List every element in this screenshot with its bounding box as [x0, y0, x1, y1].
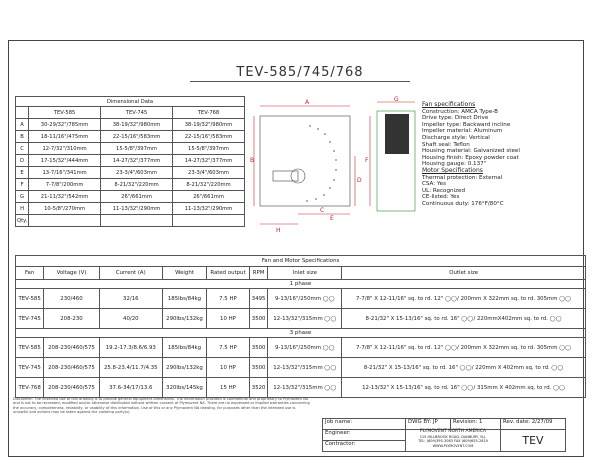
fm-cell: 290lbs/132kg: [162, 309, 206, 329]
dimension-value: 10-5/8"/270mm: [29, 203, 101, 215]
fm-cell: 208-230: [44, 309, 99, 329]
fm-cell: 12-13/32"/315mm ◯◯: [268, 309, 342, 329]
motor-spec-line: Continuous duty: 176°F/80°C: [422, 200, 504, 207]
fm-cell: 25.8-23.4/11.7/4.35: [99, 358, 162, 378]
company-phone: TEL: (609)395-3083 FAX (609)655-2819: [418, 439, 488, 443]
fm-column-header: Weight: [162, 267, 206, 280]
revision: Revision: 1: [451, 419, 501, 430]
fm-column-header: Current (A): [99, 267, 162, 280]
dimension-value: 23-3/4"/603mm: [101, 167, 173, 179]
fm-cell: 32/16: [99, 289, 162, 309]
fm-row: [16, 338, 586, 358]
dimension-value: 26"/661mm: [101, 191, 173, 203]
dimension-value: 8-21/32"/220mm: [101, 179, 173, 191]
fm-cell: 185lbs/84kg: [162, 338, 206, 358]
engineer-label: Engineer:: [323, 430, 406, 441]
fm-cell: 3500: [249, 358, 268, 378]
dimension-key: D: [16, 155, 29, 167]
motor-spec-line: CE-listed: Yes: [422, 194, 460, 201]
fm-column-header: Voltage (V): [44, 267, 99, 280]
dimension-value: 21-11/32"/542mm: [29, 191, 101, 203]
fan-spec-line: Housing gauge: 0.137": [422, 161, 487, 168]
label-b: B: [250, 157, 255, 164]
fm-column-header: Outlet size: [342, 267, 586, 280]
fm-cell: 7.5 HP: [207, 289, 250, 309]
company-block: [406, 430, 501, 452]
fm-row: [16, 289, 586, 309]
dimension-row: [16, 143, 245, 155]
fm-column-header: Inlet size: [268, 267, 342, 280]
fm-cell: TEV-745: [16, 358, 44, 378]
dimension-value: 15-5/8"/397mm: [173, 143, 245, 155]
fm-cell: 208-230/460/575: [44, 338, 99, 358]
motor-spec-line: CSA: Yes: [422, 181, 446, 188]
dimension-value: [29, 215, 101, 227]
dimension-key: F: [16, 179, 29, 191]
fm-cell: 10 HP: [207, 309, 250, 329]
dimension-key: H: [16, 203, 29, 215]
dimension-row: [16, 203, 245, 215]
rev-date: Rev. date: 2/27/09: [501, 419, 566, 430]
dimension-value: 22-15/16"/583mm: [101, 131, 173, 143]
dimension-value: [101, 215, 173, 227]
dimension-row: [16, 215, 245, 227]
fan-spec-line: Drive type: Direct Drive: [422, 115, 489, 122]
fan-motor-table: [15, 255, 586, 398]
dimension-value: 11-13/32"/290mm: [101, 203, 173, 215]
phase-3-label: 3 phase: [16, 329, 586, 338]
fan-spec-line: Construction: AMCA Type-B: [422, 108, 498, 115]
disclaimer-text: Disclaimer: The intended use of this drawing is to provide general equipment dimensions. The information provided is confidential and proprietary to Plymovent NA and is not to be recreated, modified and/or otherwise distributed without written consent of Plymovent NA. There are no expressed or implied warranties concerning the accuracy, completeness, reliability, or usability of this information. Use of this or any Plymovent NA drawing, for purposes other than the intended use is unlawful and actions may be taken against the violating party(s).: [13, 397, 310, 414]
fan-spec-line: Housing finish: Epoxy powder coat: [422, 154, 519, 161]
motor-block: [385, 114, 409, 154]
fan-spec-heading: Fan specifications: [422, 101, 476, 108]
fm-cell: 3495: [249, 289, 268, 309]
fm-cell: 9-13/16"/250mm ◯◯: [268, 289, 342, 309]
fm-cell: 7-7/8" X 12-11/16" sq. to rd. 12" ◯◯/ 200mm X 322mm sq. to rd. 305mm ◯◯: [342, 289, 586, 309]
fm-cell: 3500: [249, 338, 268, 358]
phase-1-label: 1 phase: [16, 280, 586, 289]
label-d: D: [357, 177, 362, 184]
dimension-value: 38-19/32"/980mm: [101, 119, 173, 131]
dimension-value: 18-11/16"/475mm: [29, 131, 101, 143]
fm-cell: 40/20: [99, 309, 162, 329]
motor-shaft-outline: [273, 171, 298, 181]
dimension-key: G: [16, 191, 29, 203]
fm-cell: 290lbs/132kg: [162, 358, 206, 378]
model-header: TEV-745: [101, 107, 173, 119]
bolt-pattern: [306, 125, 337, 202]
fan-spec-line: Shaft seal: Teflon: [422, 141, 470, 148]
fm-cell: TEV-768: [16, 378, 44, 398]
fm-row: [16, 378, 586, 398]
label-h: H: [276, 227, 281, 234]
label-g: G: [394, 96, 399, 103]
fm-cell: 15 HP: [207, 378, 250, 398]
fm-cell: 37.6-34/17/13.6: [99, 378, 162, 398]
fm-cell: 8-21/32" X 15-13/16" sq. to rd. 16" ◯◯/ 220mm X 402mm sq. to rd. ◯◯: [342, 358, 586, 378]
dimension-row: [16, 179, 245, 191]
dimension-value: 17-15/32"/444mm: [29, 155, 101, 167]
dimension-key: Qty.: [16, 215, 29, 227]
dimension-value: 30-29/32"/785mm: [29, 119, 101, 131]
fm-cell: 7.5 HP: [207, 338, 250, 358]
fan-drawing: [250, 96, 420, 236]
dimension-row: [16, 191, 245, 203]
dimension-value: [173, 215, 245, 227]
fm-cell: 3500: [249, 309, 268, 329]
label-e: E: [330, 215, 334, 222]
fan-housing-front: [260, 116, 350, 206]
fan-spec-line: Impeller material: Aluminum: [422, 128, 503, 135]
fm-cell: 230/460: [44, 289, 99, 309]
fm-cell: 12-13/32"/315mm ◯◯: [268, 378, 342, 398]
fm-cell: 208-230/460/575: [44, 378, 99, 398]
dimension-value: 22-15/16"/583mm: [173, 131, 245, 143]
fm-cell: 9-13/16"/250mm ◯◯: [268, 338, 342, 358]
fm-cell: 10 HP: [207, 358, 250, 378]
fm-cell: TEV-745: [16, 309, 44, 329]
title-block: [322, 418, 566, 452]
dimension-value: 23-3/4"/603mm: [173, 167, 245, 179]
drawing-code: TEV: [501, 430, 566, 452]
fan-spec-line: Impeller type: Backward incline: [422, 121, 511, 128]
dimension-value: 14-27/32"/377mm: [173, 155, 245, 167]
drawn-by: DWG BY: JP: [406, 419, 451, 430]
job-name-label: Job name:: [323, 419, 406, 430]
fm-row: [16, 358, 586, 378]
fm-column-header: RPM: [249, 267, 268, 280]
dimension-key: B: [16, 131, 29, 143]
fm-cell: TEV-585: [16, 289, 44, 309]
motor-spec-line: Thermal protection: External: [422, 174, 503, 181]
dimension-row: [16, 167, 245, 179]
fan-spec-line: Housing material: Galvanized steel: [422, 148, 520, 155]
dimension-value: 13-7/16"/341mm: [29, 167, 101, 179]
dimension-value: 11-13/32"/290mm: [173, 203, 245, 215]
dimension-key: C: [16, 143, 29, 155]
page-title: TEV-585/745/768: [190, 65, 410, 82]
fan-specifications: [422, 102, 592, 208]
fan-spec-line: Discharge style: Vertical: [422, 134, 490, 141]
fm-cell: 3520: [249, 378, 268, 398]
company-web: WWW.PLYMOVENT.COM: [432, 443, 474, 448]
fm-cell: 185lbs/84kg: [162, 289, 206, 309]
dimension-row: [16, 119, 245, 131]
fm-cell: 12-13/32"/315mm ◯◯: [268, 358, 342, 378]
dimension-key: E: [16, 167, 29, 179]
fm-cell: 320lbs/145kg: [162, 378, 206, 398]
motor-spec-heading: Motor Specifications: [422, 166, 483, 174]
fm-cell: 19.2-17.3/8.6/6.93: [99, 338, 162, 358]
dimension-value: 7-7/8"/200mm: [29, 179, 101, 191]
dimension-value: 14-27/32"/377mm: [101, 155, 173, 167]
fan-motor-caption: Fan and Motor Specifications: [16, 256, 586, 267]
dimensional-caption: Dimensional Data: [16, 97, 245, 107]
dimension-row: [16, 131, 245, 143]
dimension-value: 8-21/32"/220mm: [173, 179, 245, 191]
model-header: TEV-768: [173, 107, 245, 119]
company-address: 115 HILLBROOK ROAD, DANBURY, N.J.: [419, 434, 487, 439]
label-c: C: [320, 207, 325, 214]
dimension-value: 26"/661mm: [173, 191, 245, 203]
motor-spec-line: UL: Recognized: [422, 187, 466, 194]
fm-cell: TEV-585: [16, 338, 44, 358]
model-header: TEV-585: [29, 107, 101, 119]
dimension-value: 15-5/8"/397mm: [101, 143, 173, 155]
dimension-row: [16, 155, 245, 167]
company-name: PLYMOVENT NORTH AMERICA: [420, 429, 486, 434]
corner-cell: [16, 107, 29, 119]
label-a: A: [305, 99, 310, 106]
dimension-key: A: [16, 119, 29, 131]
dimension-value: 12-7/32"/310mm: [29, 143, 101, 155]
fm-row: [16, 309, 586, 329]
fm-cell: 208-230/460/575: [44, 358, 99, 378]
contractor-label: Contractor:: [323, 441, 406, 452]
fm-column-header: Fan: [16, 267, 44, 280]
fm-cell: 7-7/8" X 12-11/16" sq. to rd. 12" ◯◯/ 200mm X 322mm sq. to rd. 305mm ◯◯: [342, 338, 586, 358]
fm-cell: 8-21/32" X 15-13/16" sq. to rd. 16" ◯◯/ 220mmX402mm sq. to rd. ◯◯: [342, 309, 586, 329]
fm-cell: 12-13/32" X 15-13/16" sq. to rd. 16" ◯◯/ 315mm X 402mm sq. to rd. ◯◯: [342, 378, 586, 398]
label-f: F: [365, 157, 369, 164]
dimensional-data-table: [15, 96, 245, 227]
fm-column-header: Rated output: [207, 267, 250, 280]
dimension-value: 38-19/32"/980mm: [173, 119, 245, 131]
